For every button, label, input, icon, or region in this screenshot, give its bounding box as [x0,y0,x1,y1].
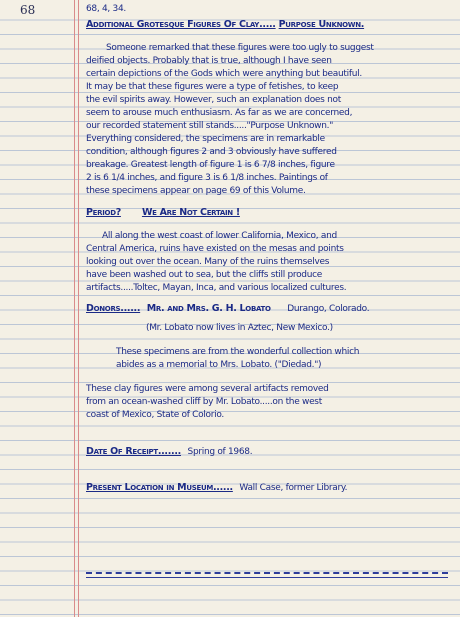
paragraph-2-line: artifacts.....Toltec, Mayan, Inca, and various localized cultures. [86,283,347,293]
paragraph-2-line: have been washed out to sea, but the cliffs still produce [86,270,323,280]
paragraph-4-line: from an ocean-washed cliff by Mr. Lobato.....on the west [86,397,322,407]
paragraph-1-line: our recorded statement still stands....."Purpose Unknown." [86,121,334,131]
solid-divider [86,577,448,578]
location-value: Wall Case, former Library. [239,483,348,493]
period-label: Period? [86,207,121,218]
paragraph-1-line: these specimens appear on page 69 of this Volume. [86,186,306,196]
heading-title: Additional Grotesque Figures Of Clay..... [86,19,276,30]
receipt-value: Spring of 1968. [187,447,253,457]
paragraph-2-line: All along the west coast of lower California, Mexico, and [102,231,337,241]
paragraph-1-line: breakage. Greatest length of figure 1 is 6 7/8 inches, figure [86,160,335,170]
donors-place: Durango, Colorado. [287,304,370,314]
paragraph-2-line: looking out over the ocean. Many of the ruins themselves [86,257,330,267]
receipt-label: Date Of Receipt....... [86,446,181,457]
margin-line-right [78,0,79,617]
paragraph-1-line: condition, although figures 2 and 3 obviously have suffered [86,147,337,157]
donors-row [86,302,369,316]
paragraph-1-line: Everything considered, the specimens are in remarkable [86,134,325,144]
period-row [86,207,240,218]
period-value: We Are Not Certain ! [141,207,240,218]
paragraph-1-line: 2 is 6 1/4 inches, and figure 3 is 6 1/8 inches. Paintings of [86,173,328,183]
paragraph-4-line: These clay figures were among several artifacts removed [86,384,329,394]
catalog-date: 68, 4, 34. [86,4,126,14]
donors-label: Donors...... [86,303,141,314]
paragraph-1-line: It may be that these figures were a type of fetishes, to keep [86,82,339,92]
paragraph-1-line: certain depictions of the Gods which were anything but beautiful. [86,69,362,79]
paragraph-2-line: Central America, ruins have existed on the mesas and points [86,244,344,254]
location-row [86,481,347,495]
location-label: Present Location in Museum...... [86,482,233,493]
paragraph-1-line: the evil spirits away. However, such an explanation does not [86,95,341,105]
heading-purpose: Purpose Unknown. [278,19,365,30]
paragraph-3-line: abides as a memorial to Mrs. Lobato. ("Diedad.") [116,360,322,370]
page-number: 68 [20,3,36,17]
paragraph-1-line: Someone remarked that these figures were too ugly to suggest [106,43,374,53]
entry-heading [86,19,364,30]
paragraph-1-line: seem to arouse much enthusiasm. As far as we are concerned, [86,108,353,118]
donors-names: Mr. and Mrs. G. H. Lobato [146,303,271,314]
paragraph-3-line: These specimens are from the wonderful collection which [116,347,360,357]
receipt-row [86,445,252,459]
paragraph-1-line: deified objects. Probably that is true, although I have seen [86,56,332,66]
donors-note: (Mr. Lobato now lives in Aztec, New Mexico.) [146,323,333,333]
dashed-divider [86,572,448,574]
paragraph-4-line: coast of Mexico, State of Colorio. [86,410,224,420]
margin-line-left [74,0,75,617]
